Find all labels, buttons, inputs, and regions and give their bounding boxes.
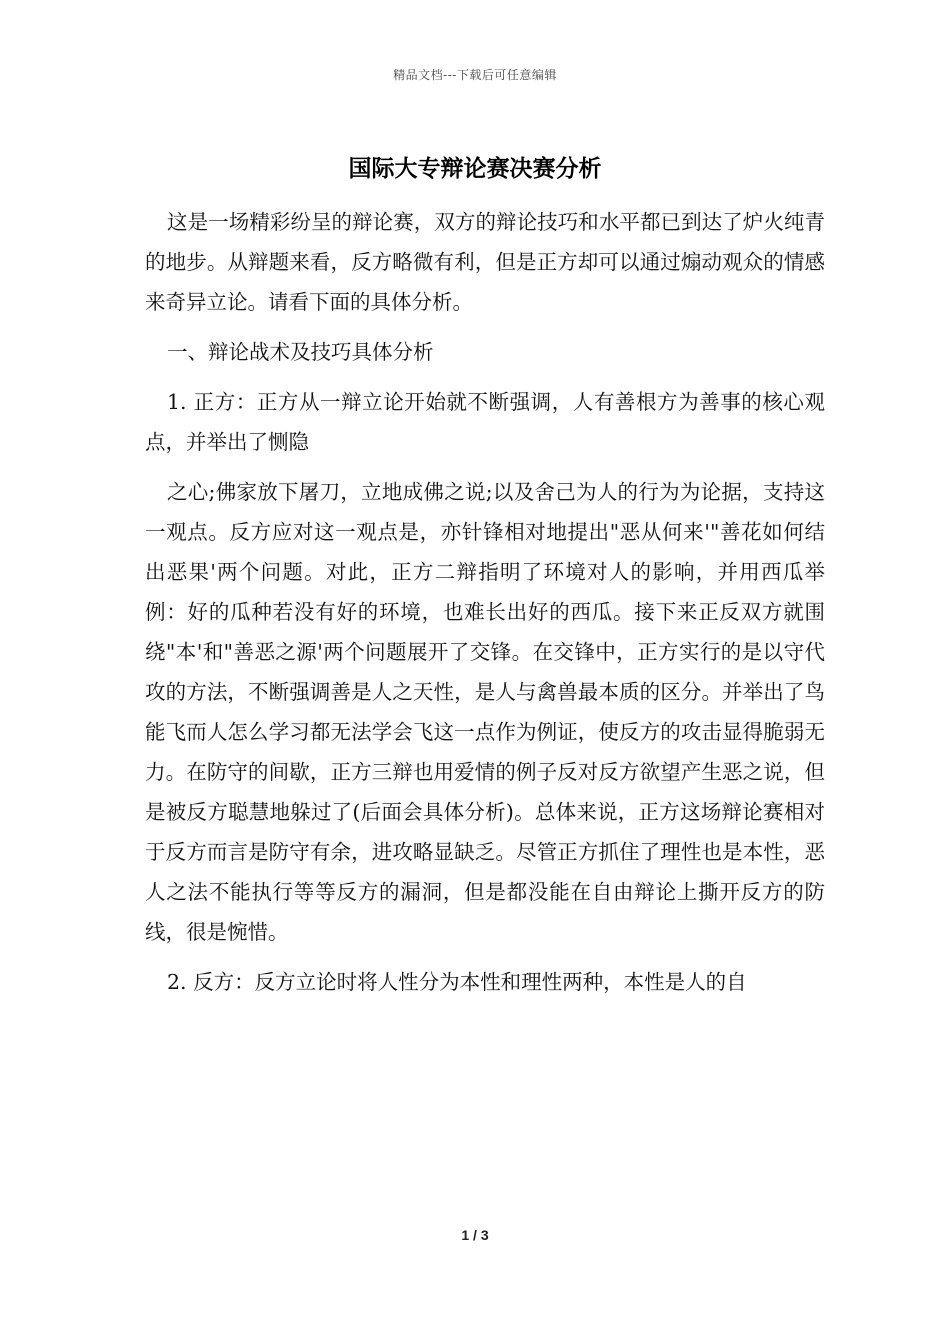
document-body [145, 202, 825, 1012]
paragraph-intro: 这是一场精彩纷呈的辩论赛，双方的辩论技巧和水平都已到达了炉火纯青的地步。从辩题来看，反方略微有利，但是正方却可以通过煽动观众的情感来奇异立论。请看下面的具体分析。 [145, 210, 825, 314]
paragraph-affirmative-intro: 1. 正方：正方从一辩立论开始就不断强调，人有善根方为善事的核心观点，并举出了恻隐 [145, 390, 825, 454]
paragraph-affirmative-analysis: 之心;佛家放下屠刀，立地成佛之说;以及舍己为人的行为为论据，支持这一观点。反方应对这一观点是，亦针锋相对地提出"恶从何来'"善花如何结出恶果'两个问题。对此，正方二辩指明了环境对人的影响，并用西瓜举例：好的瓜种若没有好的环境，也难长出好的西瓜。接下来正反双方就围绕"本'和"善恶之源'两个问题展开了交锋。在交锋中，正方实行的是以守代攻的方法，不断强调善是人之天性，是人与禽兽最本质的区分。并举出了鸟能飞而人怎么学习都无法学会飞这一点作为例证，使反方的攻击显得脆弱无力。在防守的间歇，正方三辩也用爱情的例子反对反方欲望产生恶之说，但是被反方聪慧地躲过了(后面会具体分析)。总体来说，正方这场辩论赛相对于反方而言是防守有余，进攻略显缺乏。尽管正方抓住了理性也是本性，恶人之法不能执行等等反方的漏洞，但是都没能在自由辩论上撕开反方的防线，很是惋惜。 [145, 480, 825, 944]
document-title: 国际大专辩论赛决赛分析 [348, 155, 602, 182]
section-heading: 一、辩论战术及技巧具体分析 [167, 340, 434, 364]
page-number: 1 / 3 [461, 1227, 489, 1243]
paragraph-negative-intro: 2. 反方：反方立论时将人性分为本性和理性两种，本性是人的自 [167, 970, 747, 994]
page-header: 精品文档---下载后可任意编辑 [393, 68, 557, 82]
